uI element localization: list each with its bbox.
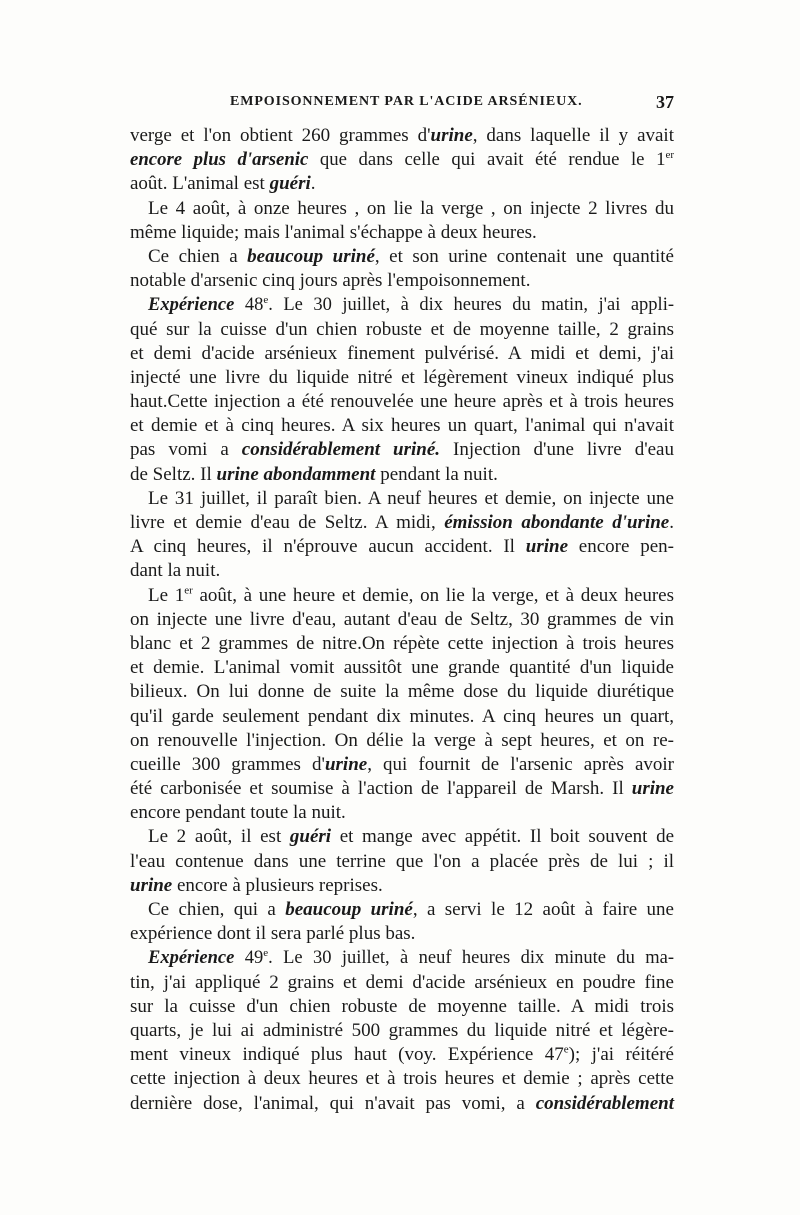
text-line — [130, 463, 674, 487]
text-run: cueille 300 grammes d' — [130, 753, 325, 775]
text-run: . Le 30 juillet, à dix heures du matin, j'ai appli- — [268, 295, 674, 316]
page-number: 37 — [656, 92, 674, 112]
text-line — [130, 414, 674, 438]
text-run: été carbonisée et soumise à l'action de l'appareil de Marsh. Il — [130, 778, 632, 800]
text-line — [130, 366, 674, 390]
text-line — [130, 1092, 674, 1116]
italic-run: urine — [525, 536, 569, 558]
text-run: notable d'arsenic cinq jours après l'empoisonnement. — [130, 270, 531, 292]
page-header — [130, 92, 674, 120]
text-run: que dans celle qui avait été rendue le 1 — [308, 149, 666, 171]
text-run: cette injection à deux heures et à trois heures et demie ; après cette — [130, 1068, 674, 1090]
text-line — [130, 753, 674, 777]
text-line — [130, 850, 674, 874]
text-run: qué sur la cuisse d'un chien robuste et de moyenne taille, 2 grains — [130, 318, 674, 340]
text-line — [130, 608, 674, 632]
text-run: Le 1 — [148, 584, 185, 606]
superscript: er — [184, 584, 193, 597]
text-line — [130, 172, 674, 196]
text-run: encore à plusieurs reprises. — [172, 874, 383, 896]
text-line — [130, 342, 674, 366]
italic-run: guéri — [269, 173, 311, 195]
text-run: ment vineux indiqué plus haut (voy. Expérience 47 — [130, 1044, 564, 1066]
text-line — [130, 898, 674, 922]
text-run: A cinq heures, il n'éprouve aucun accident. Il — [130, 536, 526, 558]
text-run: on renouvelle l'injection. On délie la verge à sept heures, et on re- — [130, 729, 674, 751]
text-line — [130, 1067, 674, 1091]
text-run: encore pendant toute la nuit. — [130, 802, 346, 824]
italic-run: considérablement uriné. — [241, 439, 441, 461]
text-line — [130, 1043, 674, 1067]
text-line — [130, 680, 674, 704]
text-line — [130, 390, 674, 414]
text-run: et demie et à cinq heures. A six heures un quart, l'animal qui n'avait — [130, 415, 674, 437]
text-run: même liquide; mais l'animal s'échappe à deux heures. — [130, 221, 537, 243]
text-line — [130, 124, 674, 148]
text-run: verge et l'on obtient 260 grammes d' — [130, 125, 431, 146]
text-run: . — [669, 512, 674, 533]
text-run: Le 31 juillet, il paraît bien. A neuf heures et demie, on injecte une — [148, 487, 674, 509]
text-run: , qui fournit de l'arsenic après avoir — [367, 753, 674, 775]
italic-run: Expérience — [148, 948, 235, 969]
text-line — [130, 656, 674, 680]
text-run: pendant la nuit. — [375, 463, 498, 485]
text-line — [130, 269, 674, 293]
italic-run: considérablement — [535, 1092, 674, 1114]
text-run: dant la nuit. — [130, 560, 221, 582]
text-run: injecté une livre du liquide nitré et légèrement vineux indiqué plus — [130, 366, 674, 388]
text-run: expérience dont il sera parlé plus bas. — [130, 923, 416, 945]
text-run: 48 — [234, 295, 264, 316]
text-run: . — [310, 173, 316, 195]
text-line — [130, 584, 674, 608]
text-line — [130, 874, 674, 898]
italic-run: encore plus d'arsenic — [130, 149, 309, 171]
text-run: Ce chien, qui a — [148, 899, 286, 920]
text-line — [130, 632, 674, 656]
text-run: Le 2 août, il est — [148, 826, 290, 848]
text-line — [130, 995, 674, 1019]
text-line — [130, 511, 674, 535]
text-line — [130, 825, 674, 849]
text-line — [130, 197, 674, 221]
text-run: de Seltz. Il — [130, 463, 217, 485]
text-run: Injection d'une livre d'eau — [440, 439, 674, 461]
text-line — [130, 801, 674, 825]
text-run: , et son urine contenait une quantité — [374, 245, 674, 267]
italic-run: Expérience — [148, 295, 235, 316]
text-line — [130, 729, 674, 753]
text-run: haut.Cette injection a été renouvelée une heure après et à trois heures — [130, 391, 674, 413]
text-run: et demie. L'animal vomit aussitôt une grande quantité d'un liquide — [130, 657, 674, 679]
text-run: qu'il garde seulement pendant dix minutes. A cinq heures un quart, — [130, 705, 674, 727]
italic-run: urine — [324, 753, 368, 775]
text-line — [130, 777, 674, 801]
text-line — [130, 971, 674, 995]
text-line — [130, 293, 674, 317]
text-run: et mange avec appétit. Il boit souvent de — [331, 826, 674, 848]
text-run: tin, j'ai appliqué 2 grains et demi d'acide arsénieux en poudre fine — [130, 971, 674, 993]
body-text — [130, 124, 674, 1116]
superscript: e — [263, 294, 269, 307]
superscript: e — [263, 947, 269, 960]
text-run: ); j'ai réitéré — [568, 1044, 674, 1066]
text-run: , dans laquelle il y avait — [472, 125, 674, 146]
italic-run: émission abondante d'urine — [444, 512, 670, 533]
italic-run: beaucoup uriné — [285, 899, 413, 920]
text-run: l'eau contenue dans une terrine que l'on a placée près de lui ; il — [130, 850, 674, 872]
italic-run: urine — [130, 874, 173, 896]
superscript: e — [563, 1043, 569, 1056]
text-run: 49 — [234, 948, 264, 969]
text-run: août. L'animal est — [130, 173, 270, 195]
text-run: dernière dose, l'animal, qui n'avait pas vomi, a — [130, 1092, 536, 1114]
text-line — [130, 922, 674, 946]
text-line — [130, 487, 674, 511]
text-line — [130, 245, 674, 269]
text-line — [130, 559, 674, 583]
italic-run: beaucoup uriné — [247, 245, 375, 267]
text-run: on injecte une livre d'eau, autant d'eau de Seltz, 30 grammes de vin — [130, 608, 674, 630]
text-run: , a servi le 12 août à faire une — [412, 899, 674, 920]
text-run: encore pen- — [568, 536, 674, 558]
text-line — [130, 148, 674, 172]
superscript: er — [665, 148, 674, 161]
italic-run: guéri — [289, 826, 332, 848]
italic-run: urine — [631, 778, 674, 800]
text-run: quarts, je lui ai administré 500 grammes du liquide nitré et légère- — [130, 1019, 674, 1041]
text-run: blanc et 2 grammes de nitre.On répète cette injection à trois heures — [130, 632, 674, 654]
text-run: pas vomi a — [130, 439, 242, 461]
text-run: sur la cuisse d'un chien robuste de moyenne taille. A midi trois — [130, 995, 674, 1017]
running-title: EMPOISONNEMENT PAR L'ACIDE ARSÉNIEUX. — [230, 94, 583, 109]
text-line — [130, 438, 674, 462]
italic-run: urine abondamment — [216, 463, 376, 485]
text-run: août, à une heure et demie, on lie la verge, et à deux heures — [192, 584, 674, 606]
text-line — [130, 705, 674, 729]
text-run: livre et demie d'eau de Seltz. A midi, — [130, 512, 445, 533]
text-run: Ce chien a — [148, 245, 248, 267]
text-run: bilieux. On lui donne de suite la même dose du liquide diurétique — [130, 681, 674, 703]
text-line — [130, 946, 674, 970]
italic-run: urine — [430, 125, 473, 146]
text-line — [130, 221, 674, 245]
text-line — [130, 1019, 674, 1043]
text-line — [130, 318, 674, 342]
text-line — [130, 535, 674, 559]
text-run: et demi d'acide arsénieux finement pulvérisé. A midi et demi, j'ai — [130, 342, 674, 364]
text-run: Le 4 août, à onze heures , on lie la verge , on injecte 2 livres du — [148, 197, 674, 219]
text-run: . Le 30 juillet, à neuf heures dix minute du ma- — [268, 948, 674, 969]
